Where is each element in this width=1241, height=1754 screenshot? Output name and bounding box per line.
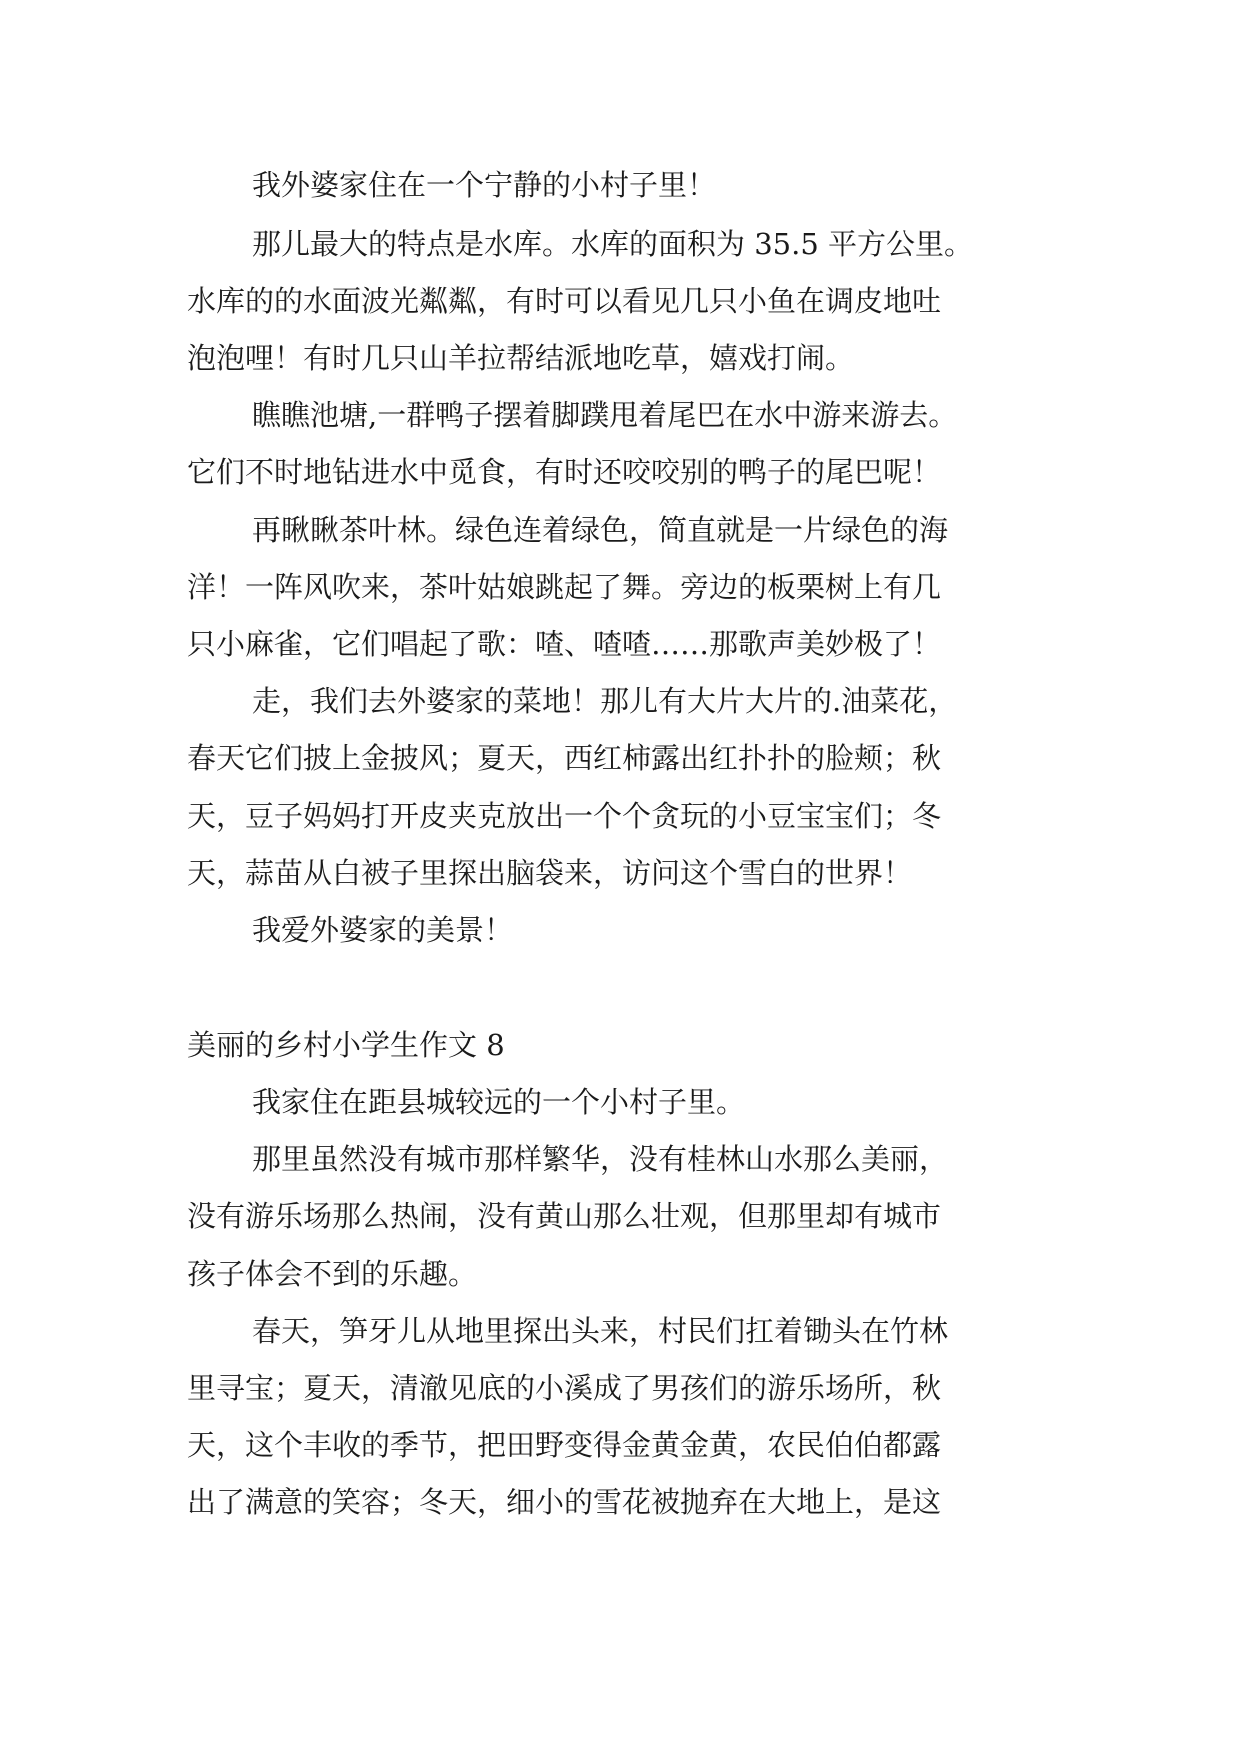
- text-line: 天，这个丰收的季节，把田野变得金黄金黄，农民伯伯都露: [187, 1428, 942, 1462]
- text-line: 它们不时地钻进水中觅食，有时还咬咬别的鸭子的尾巴呢！: [187, 455, 942, 489]
- text-line: 那儿最大的特点是水库。水库的面积为 35.5 平方公里。: [252, 227, 974, 261]
- text-line: 春天，笋牙儿从地里探出头来，村民们扛着锄头在竹林: [252, 1314, 949, 1348]
- text-line: 天，蒜苗从白被子里探出脑袋来，访问这个雪白的世界！: [187, 856, 913, 890]
- text-line: 只小麻雀，它们唱起了歌：喳、喳喳……那歌声美妙极了！: [187, 627, 942, 661]
- text-line: 再瞅瞅茶叶林。绿色连着绿色，简直就是一片绿色的海: [252, 513, 949, 547]
- text-line: 那里虽然没有城市那样繁华，没有桂林山水那么美丽，: [252, 1142, 949, 1176]
- text-line: 天，豆子妈妈打开皮夹克放出一个个贪玩的小豆宝宝们；冬: [187, 799, 942, 833]
- text-line: 我外婆家住在一个宁静的小村子里！: [252, 168, 717, 202]
- text-line: 我爱外婆家的美景！: [252, 913, 514, 947]
- text-line: 春天它们披上金披风；夏天，西红柿露出红扑扑的脸颊；秋: [187, 741, 942, 775]
- text-line: 没有游乐场那么热闹，没有黄山那么壮观，但那里却有城市: [187, 1199, 942, 1233]
- text-line: 出了满意的笑容；冬天，细小的雪花被抛弃在大地上，是这: [187, 1485, 942, 1519]
- text-line: 里寻宝；夏天，清澈见底的小溪成了男孩们的游乐场所，秋: [187, 1371, 942, 1405]
- text-line: 泡泡哩！有时几只山羊拉帮结派地吃草，嬉戏打闹。: [187, 341, 855, 375]
- text-line: 走，我们去外婆家的菜地！那儿有大片大片的.油菜花，: [252, 684, 958, 718]
- text-line: 水库的的水面波光粼粼，有时可以看见几只小鱼在调皮地吐: [187, 284, 942, 318]
- section-heading: 美丽的乡村小学生作文 8: [187, 1028, 505, 1062]
- text-line: 孩子体会不到的乐趣。: [187, 1257, 478, 1291]
- text-line: 我家住在距县城较远的一个小村子里。: [252, 1085, 746, 1119]
- text-line: 瞧瞧池塘,一群鸭子摆着脚蹼甩着尾巴在水中游来游去。: [252, 398, 958, 432]
- text-line: 洋！一阵风吹来，茶叶姑娘跳起了舞。旁边的板栗树上有几: [187, 570, 942, 604]
